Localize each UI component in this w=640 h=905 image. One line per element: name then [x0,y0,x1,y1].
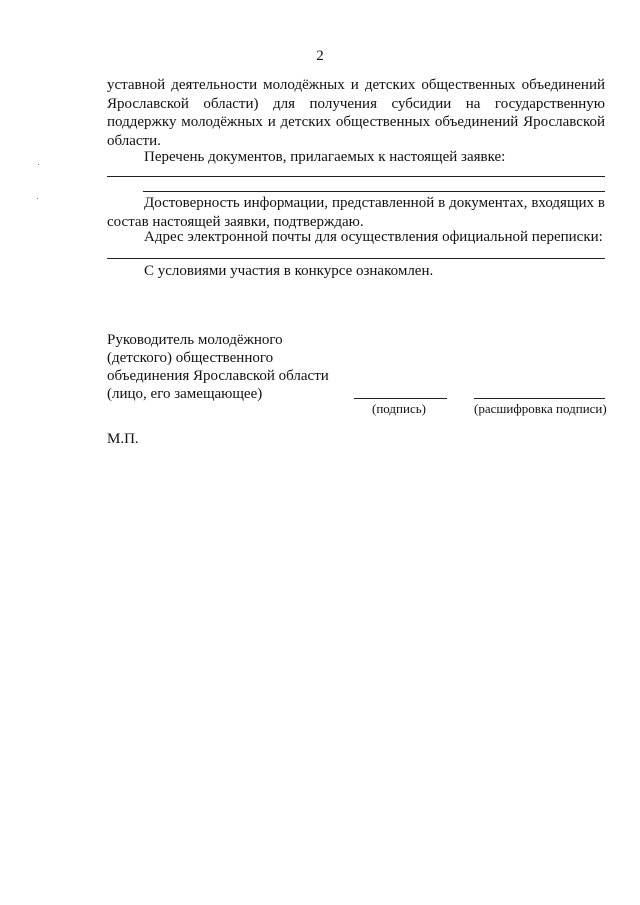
decoding-line [474,398,605,399]
conditions-statement: С условиями участия в конкурсе ознакомлен. [144,263,434,279]
documents-list-line-2 [143,191,605,192]
documents-list-line-1 [107,176,605,177]
scan-speck [37,198,38,199]
signatory-line-4: (лицо, его замещающее) [107,386,263,402]
reliability-statement: Достоверность информации, представленной в документах, входящих в состав настоящей заявки, подтверждаю. [107,195,605,230]
scan-speck [38,164,39,165]
page-number: 2 [316,48,324,64]
signature-caption: (подпись) [372,401,426,416]
signatory-line-3: объединения Ярославской области [107,368,329,384]
seal-mark: М.П. [107,431,139,447]
signatory-line-1: Руководитель молодёжного [107,332,283,348]
signature-line [354,398,447,399]
email-line [107,258,605,259]
signatory-line-2: (детского) общественного [107,350,274,366]
documents-list-label: Перечень документов, прилагаемых к настоящей заявке: [144,149,506,165]
email-label: Адрес электронной почты для осуществления официальной переписки: [144,229,603,245]
decoding-caption: (расшифровка подписи) [474,401,607,416]
paragraph-continuation: уставной деятельности молодёжных и детских общественных объединений Ярославской области) для получения субсидии на государственную поддержку молодёжных и детских общественных объединений Ярославской области. [107,77,605,149]
